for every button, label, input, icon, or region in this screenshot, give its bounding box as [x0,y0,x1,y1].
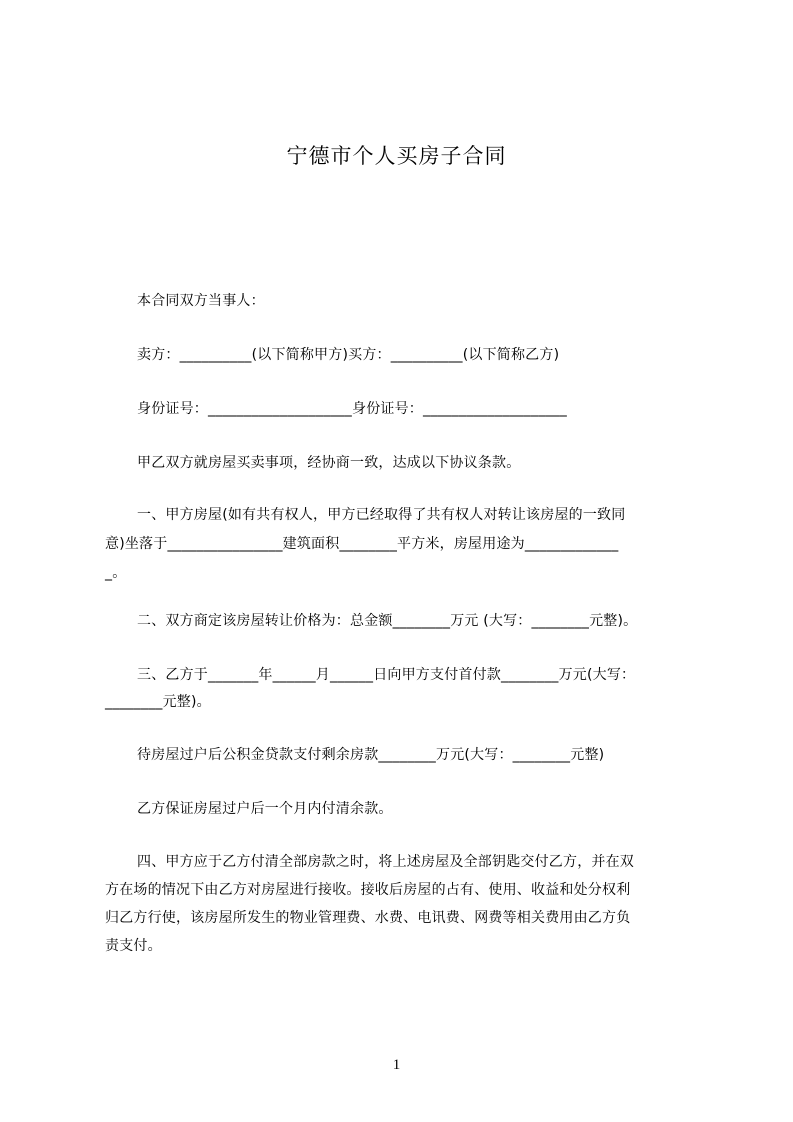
clause-1-line-1: 一、甲方房屋(如有共有权人，甲方已经取得了共有权人对转让该房屋的一致同 [137,507,626,523]
clause-3-line-2: ________元整)。 [105,694,211,710]
id-number-line: 身份证号：____________________身份证号：____________________ [137,401,567,417]
clause-4-line-2: 方在场的情况下由乙方对房屋进行接收。接收后房屋的占有、使用、收益和处分权利 [105,882,631,898]
agreement-intro: 甲乙双方就房屋买卖事项，经协商一致，达成以下协议条款。 [137,455,521,471]
clause-1-line-3: _。 [105,565,127,581]
clause-3-line-1: 三、乙方于_______年______月______日向甲方支付首付款________万元(大写： [137,667,636,683]
page-title: 宁德市个人买房子合同 [286,144,507,168]
loan-payment-line: 待房屋过户后公积金贷款支付剩余房款________万元(大写：________元整) [137,747,605,763]
clause-4-line-4: 责支付。 [105,938,162,954]
clause-4-line-1: 四、甲方应于乙方付清全部房款之时，将上述房屋及全部钥匙交付乙方，并在双 [137,854,634,870]
clause-1-line-2: 意)坐落于________________建筑面积________平方米，房屋用途为_____________ [105,536,619,552]
seller-buyer-line: 卖方：__________(以下简称甲方)买方：__________(以下简称乙方) [137,347,560,363]
parties-intro: 本合同双方当事人： [137,293,265,309]
clause-2: 二、双方商定该房屋转让价格为：总金额________万元 (大写：________元整)。 [137,613,638,629]
balance-payment-line: 乙方保证房屋过户后一个月内付清余款。 [137,801,393,817]
clause-4-line-3: 归乙方行使，该房屋所发生的物业管理费、水费、电讯费、网费等相关费用由乙方负 [105,910,631,926]
page-number: 1 [392,1057,401,1073]
